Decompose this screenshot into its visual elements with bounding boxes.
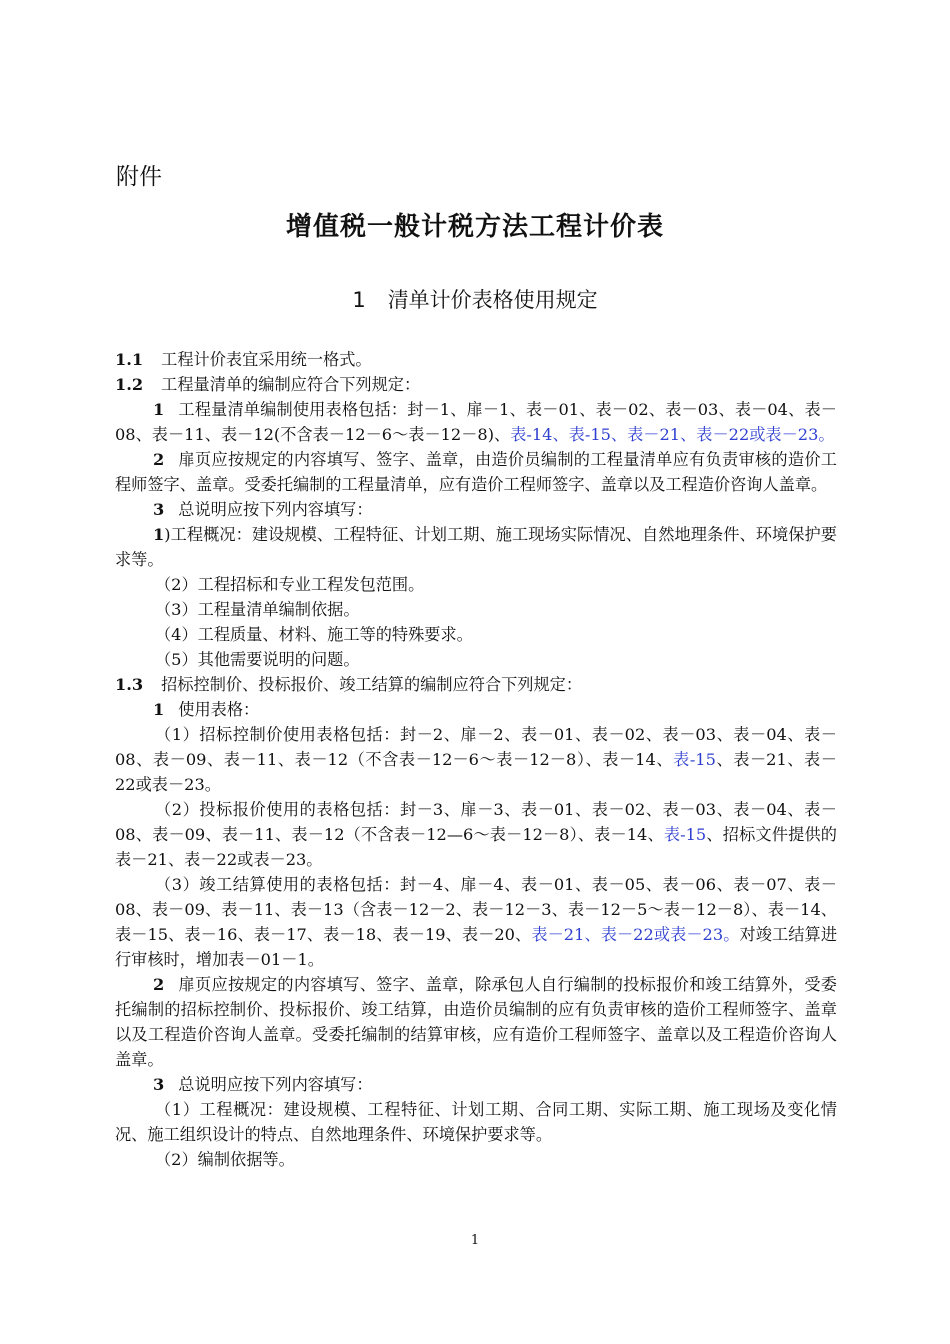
page-number: 1 <box>470 1233 480 1248</box>
clause-1-3-item-1-3: （3）竣工结算使用的表格包括：封－4、扉－4、表－01、表－05、表－06、表－07、表－08、表－09、表－11、表－13（含表－12－2、表－12－3、表－12－5～表－12－8）、表－14、表－15、表－16、表－17、表－18、表－19、表－20、表－21、表－22或表－23。对竣工结算进行审核时，增加表－01－1。 <box>115 875 838 969</box>
clause-1-2-item-3-3: （3）工程量清单编制依据。 <box>155 600 360 619</box>
clause-1-3-item-1-1: （1）招标控制价使用表格包括：封－2、扉－2、表－01、表－02、表－03、表－04、表－08、表－09、表－11、表－12（不含表－12－6～表－12－8）、表－14、表-15、表－21、表－22或表－23。 <box>115 725 837 794</box>
section-heading <box>0 284 950 314</box>
clause-1-3-item-3: 3 总说明应按下列内容填写： <box>153 1075 373 1094</box>
clause-1-3-item-3-2: （2）编制依据等。 <box>155 1150 295 1169</box>
clause-1-3-item-1: 1 使用表格： <box>153 700 260 719</box>
clause-1-2: 1.2 工程量清单的编制应符合下列规定： <box>115 375 421 394</box>
highlighted-text: 表－21、表－22或表－23。 <box>531 925 740 944</box>
section-number: 1 <box>352 288 366 312</box>
highlighted-text: 表-14、表-15、表－21、表－22或表－23。 <box>510 425 835 444</box>
clause-1-3-item-1-2: （2）投标报价使用的表格包括：封－3、扉－3、表－01、表－02、表－03、表－04、表－08、表－09、表－11、表－12（不含表－12—6～表－12－8）、表－14、表-15、招标文件提供的表－21、表－22或表－23。 <box>115 800 837 869</box>
highlighted-text: 表-15 <box>673 750 716 769</box>
document-title: 增值税一般计税方法工程计价表 <box>285 212 664 242</box>
clause-1-3-item-2: 2 扉页应按规定的内容填写、签字、盖章，除承包人自行编制的投标报价和竣工结算外，受委托编制的招标控制价、投标报价、竣工结算，由造价员编制的应有负责审核的造价工程师签字、盖章以及工程造价咨询人盖章。受委托编制的结算审核，应有造价工程师签字、盖章以及工程造价咨询人盖章。 <box>115 975 837 1069</box>
attachment-label: 附件 <box>116 164 162 190</box>
clause-1-2-item-3-5: （5）其他需要说明的问题。 <box>155 650 360 669</box>
clause-1-2-item-1: 1 工程量清单编制使用表格包括：封－1、扉－1、表－01、表－02、表－03、表－04、表－08、表－11、表－12(不含表－12－6～表－12－8)、表-14、表-15、表－21、表－22或表－23。 <box>115 400 837 444</box>
clause-1-2-item-3-1: 1)工程概况：建设规模、工程特征、计划工期、施工现场实际情况、自然地理条件、环境保护要求等。 <box>115 525 837 569</box>
clause-1-3: 1.3 招标控制价、投标报价、竣工结算的编制应符合下列规定： <box>115 675 583 694</box>
section-title: 清单计价表格使用规定 <box>387 288 598 312</box>
clause-1-1: 1.1 工程计价表宜采用统一格式。 <box>115 350 372 369</box>
clause-1-2-item-3: 3 总说明应按下列内容填写： <box>153 500 373 519</box>
clause-1-3-item-3-1: （1）工程概况：建设规模、工程特征、计划工期、合同工期、实际工期、施工现场及变化情况、施工组织设计的特点、自然地理条件、环境保护要求等。 <box>115 1100 837 1144</box>
document-body <box>115 347 837 1172</box>
clause-1-2-item-2: 2 扉页应按规定的内容填写、签字、盖章，由造价员编制的工程量清单应有负责审核的造价工程师签字、盖章。受委托编制的工程量清单，应有造价工程师签字、盖章以及工程造价咨询人盖章。 <box>115 450 837 494</box>
clause-1-2-item-3-2: （2）工程招标和专业工程发包范围。 <box>155 575 425 594</box>
clause-1-2-item-3-4: （4）工程质量、材料、施工等的特殊要求。 <box>155 625 473 644</box>
highlighted-text: 表-15 <box>663 825 707 844</box>
